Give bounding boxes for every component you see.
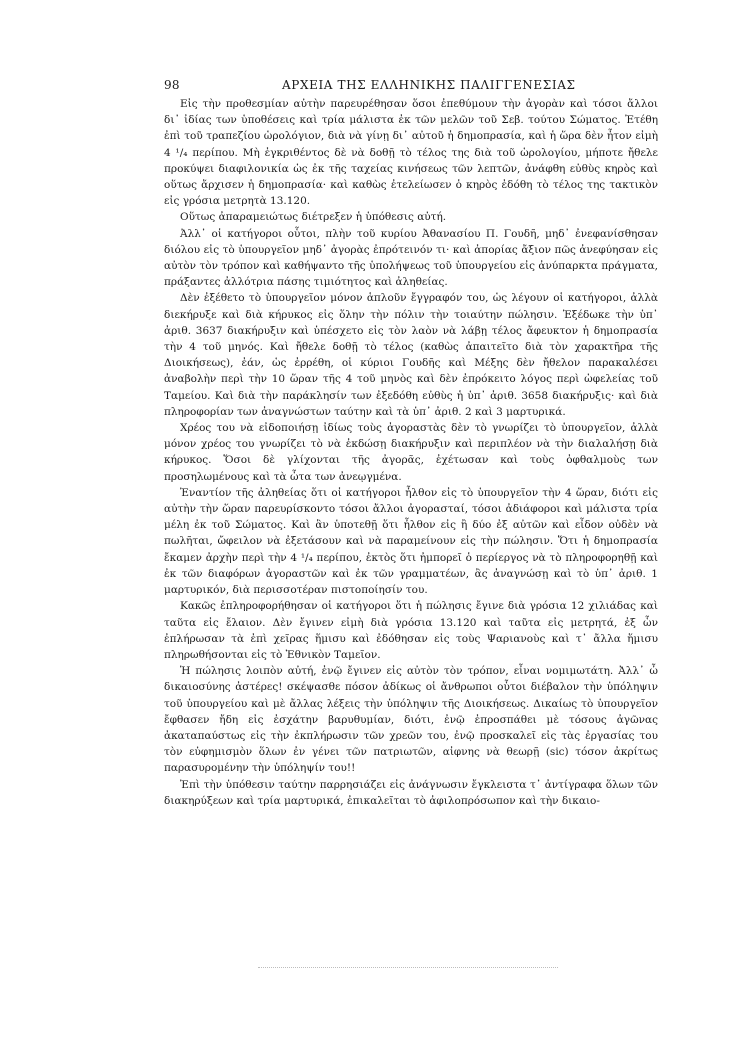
header-title: ΑΡΧΕΙΑ ΤΗΣ ΕΛΛΗΝΙΚΗΣ ΠΑΛΙΓΓΕΝΕΣΙΑΣ [282, 78, 576, 92]
paragraph: Δὲν ἐξέθετο τὸ ὑπουργεῖον μόνον ἁπλοῦν ἔγγραφόν του, ὡς λέγουν οἱ κατήγοροι, ἀλλὰ διεκήρυξε καὶ διὰ κήρυκος εἰς ὅλην τὴν πόλιν τὴν τοιαύτην πώλησιν. Ἐξέδωκε τὴν ὑπ᾽ ἀριθ. 3637 διακήρυξιν καὶ ὑπέσχετο εἰς τὸν λαὸν νὰ λάβῃ τέλος ἄφευκτον ἡ δημοπρασία τὴν 4 τοῦ μηνός. Καὶ ἤθελε δοθῇ τὸ τέλος (καθὼς ἀπαιτεῖτο διὰ τὸν χαρακτῆρα τῆς Διοικήσεως), ἐάν, ὡς ἐρρέθη, οἱ κύριοι Γουδῆς καὶ Μέξης δὲν ἤθελον παρακαλέσει ἀναβολὴν περὶ τὴν 10 ὥραν τῆς 4 τοῦ μηνὸς καὶ δὲν ἐπρόκειτο λόγος περὶ ὠφελείας τοῦ Ταμείου. Καὶ διὰ τὴν παράκλησίν των ἐξεδόθη εὐθὺς ἡ ὑπ᾽ ἀριθ. 3658 διακήρυξις· καὶ διὰ πληροφορίαν των ἀναγνώστων ταύτην καὶ τὰ ὑπ᾽ ἀριθ. 2 καὶ 3 μαρτυρικά. [164, 292, 658, 418]
paragraph: Χρέος του νὰ εἰδοποιήσῃ ἰδίως τοὺς ἀγοραστὰς δὲν τὸ γνωρίζει τὸ ὑπουργεῖον, ἀλλὰ μόνον χρέος του γνωρίζει τὸ νὰ ἐκδώσῃ διακήρυξιν καὶ περιπλέον νὰ τὴν διαλαλήσῃ διὰ κήρυκος. Ὅσοι δὲ γλίχονται τῆς ἀγορᾶς, ἐχέτωσαν καὶ τοὺς ὀφθαλμοὺς των προσηλωμένους καὶ τὰ ὦτα των ἀνεῳγμένα. [164, 422, 658, 483]
body-text [164, 96, 658, 809]
paragraph: Ἡ πώλησις λοιπὸν αὐτή, ἐνῷ ἔγινεν εἰς αὐτὸν τὸν τρόπον, εἶναι νομιμωτάτη. Ἀλλ᾽ ὦ δικαιοσύνης ἀστέρες! σκέψασθε πόσον ἀδίκως οἱ ἄνθρωποι οὗτοι διέβαλον τὴν ὑπόληψιν τοῦ ὑπουργείου καὶ μὲ ἄλλας λέξεις τὴν ὑπόληψιν τῆς Διοικήσεως. Δικαίως τὸ ὑπουργεῖον ἔφθασεν ἤδη εἰς ἐσχάτην βαρυθυμίαν, διότι, ἐνῷ ἐπροσπάθει μὲ τόσους ἀγῶνας ἀκαταπαύστως εἰς τὴν ἐκπλήρωσιν τῶν χρεῶν του, ἐνῷ προσκαλεῖ εἰς τὰς ἐργασίας του τὸν εὐφημισμὸν ὅλων ἐν γένει τῶν πατριωτῶν, αἰφνης νὰ θεωρῇ (sic) τόσον ἀκρίτως παρασυρομένην τὴν ὑπόληψίν του!! [164, 665, 658, 775]
scan-artifact-line [258, 967, 558, 968]
page-number: 98 [164, 78, 180, 92]
running-header [164, 78, 658, 96]
paragraph: Κακῶς ἐπληροφορήθησαν οἱ κατήγοροι ὅτι ἡ πώλησις ἔγινε διὰ γρόσια 12 χιλιάδας καὶ ταῦτα εἰς ἔλαιον. Δὲν ἔγινεν εἰμὴ διὰ γρόσια 13.120 καὶ ταῦτα εἰς μετρητά, ἐξ ὧν ἐπλήρωσαν τὰ ἐπὶ χεῖρας ἥμισυ καὶ ἐδόθησαν εἰς τοὺς Ψαριανοὺς καὶ τ᾽ ἄλλα ἥμισυ πληρωθήσονται εἰς τὸ Ἐθνικὸν Ταμεῖον. [164, 600, 658, 661]
paragraph: Ἐναντίον τῆς ἀληθείας ὅτι οἱ κατήγοροι ἦλθον εἰς τὸ ὑπουργεῖον τὴν 4 ὥραν, διότι εἰς αὐτὴν τὴν ὥραν παρευρίσκοντο τόσοι ἄλλοι ἀγορασταί, τόσοι ἀδιάφοροι καὶ μάλιστα τρία μέλη ἐκ τοῦ Σώματος. Καὶ ἂν ὑποτεθῇ ὅτι ἦλθον εἰς ἢ δύο ἐξ αὐτῶν καὶ εἶδον οὐδὲν νὰ πωλῆται, ὤφειλον νὰ ἐξετάσουν καὶ νὰ παραμείνουν εἰς τὴν πώλησιν. Ὅτι ἡ δημοπρασία ἔκαμεν ἀρχὴν περὶ τὴν 4 ¹/₄ περίπου, ἐκτὸς ὅτι ἠμπορεῖ ὁ περίεργος νὰ τὸ πληροφορηθῇ καὶ ἐκ τῶν διαφόρων ἀγοραστῶν καὶ ἐκ τῶν γραμματέων, ἂς ἀναγνώσῃ καὶ τὸ ὑπ᾽ ἀριθ. 1 μαρτυρικόν, διὰ περισσοτέραν πιστοποίησίν του. [164, 486, 658, 597]
paragraph: Ἀλλ᾽ οἱ κατήγοροι οὗτοι, πλὴν τοῦ κυρίου Ἀθανασίου Π. Γουδῆ, μηδ᾽ ἐνεφανίσθησαν διόλου εἰς τὸ ὑπουργεῖον μηδ᾽ ἀγορὰς ἐπρότεινόν τι· καὶ ἀπορίας ἄξιον πῶς ἀνεφύησαν εἰς αὐτὸν τὸν τρόπον καὶ καθήψαντο τῆς ὑπολήψεως τοῦ ὑπουργείου εἰς ἀνύπαρκτα πράγματα, πράξαντες ἀλλότρια πάσης τιμιότητος καὶ ἀληθείας. [164, 227, 658, 289]
paragraph: Εἰς τὴν προθεσμίαν αὐτὴν παρευρέθησαν ὅσοι ἐπεθύμουν τὴν ἀγορὰν καὶ τόσοι ἄλλοι δι᾽ ἰδίας των ὑποθέσεις καὶ τρία μάλιστα ἐκ τῶν μελῶν τοῦ Σεβ. τούτου Σώματος. Ἐτέθη ἐπὶ τοῦ τραπεζίου ὡρολόγιον, διὰ νὰ γίνῃ δι᾽ αὐτοῦ ἡ δημοπρασία, καὶ ἡ ὥρα δὲν ἦτον εἰμὴ 4 ¹/₄ περίπου. Μὴ ἐγκριθέντος δὲ νὰ δοθῇ τὸ τέλος της διὰ τοῦ ὡρολογίου, μήποτε ἤθελε προκύψει διαφιλονικία ὡς ἐκ τῆς ταχείας κινήσεως τῶν λεπτῶν, ἀνάφθη εὐθὺς κηρὸς καὶ οὕτως ἄρχισεν ἡ δημοπρασία· καὶ καθὼς ἐτελείωσεν ὁ κηρὸς ἐδόθη τὸ τέλος της τακτικὸν εἰς γρόσια μετρητὰ 13.120. [164, 98, 658, 208]
paragraph: Οὕτως ἀπαραμειώτως διέτρεξεν ἡ ὑπόθεσις αὐτή. [180, 211, 447, 224]
paragraph: Ἐπὶ τὴν ὑπόθεσιν ταύτην παρρησιάζει εἰς ἀνάγνωσιν ἔγκλειστα τ᾽ ἀντίγραφα ὅλων τῶν διακηρύξεων καὶ τρία μαρτυρικά, ἐπικαλεῖται τὸ ἀφιλοπρόσωπον καὶ τὴν δικαιο- [164, 778, 658, 807]
